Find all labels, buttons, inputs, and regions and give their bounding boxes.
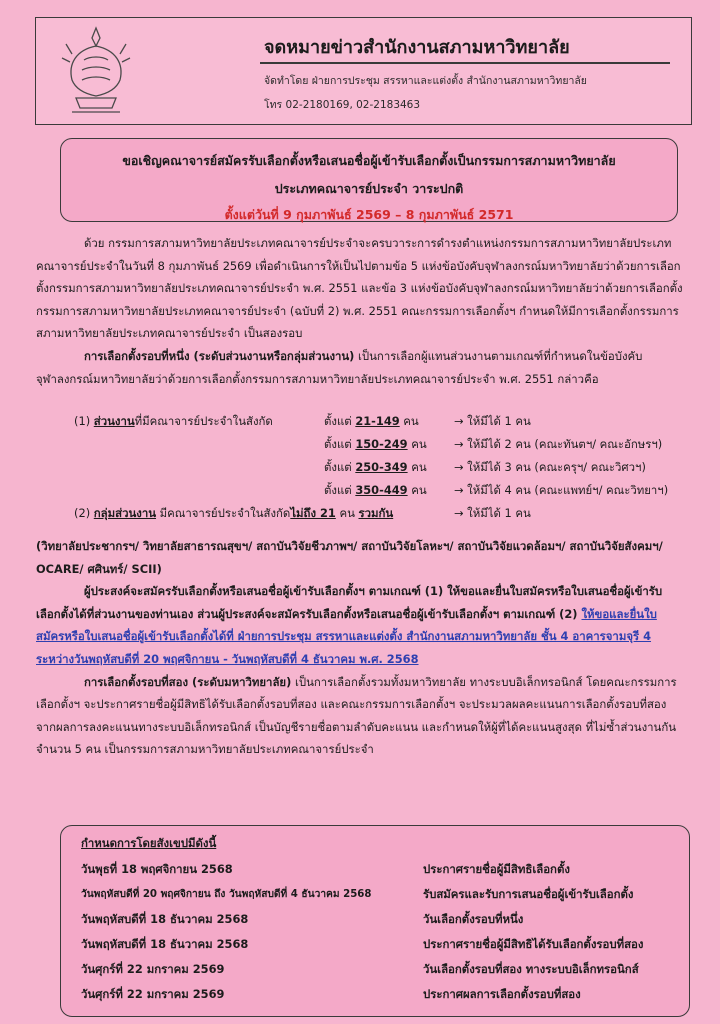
schedule-title: กำหนดการโดยสังเขปมีดังนี้ <box>81 836 217 850</box>
schedule-date-2: วันพฤหัสบดีที่ 20 พฤศจิกายน ถึง วันพฤหัสบดีที่ 4 ธันวาคม 2568 <box>81 889 372 900</box>
schedule-date-4: วันพฤหัสบดีที่ 18 ธันวาคม 2568 <box>81 937 249 951</box>
apply-and-round2 <box>36 535 684 761</box>
phone-numbers: โทร 02-2180169, 02-2183463 <box>264 99 421 111</box>
quota-result-2: → ให้มีได้ 2 คน (คณะทันตฯ/ คณะอักษรฯ) <box>454 437 663 451</box>
round2-text: เป็นการเลือกตั้งรวมทั้งมหาวิทยาลัย ทางระบบอิเล็กทรอนิกส์ โดยคณะกรรมการเลือกตั้งฯ จะประกาศรายชื่อผู้มีสิทธิได้รับเลือกตั้งรอบที่สอง และคณะกรรมการเลือกตั้งฯ จะประมวลผลคะแนนการเลือกตั้งรอบที่สองจากผลการลงคะแนนทางระบบอิเล็กทรอนิกส์ เป็นบัญชีรายชื่อตามลำดับคะแนน และกำหนดให้ผู้ที่ได้คะแนนสูงสุด ที่ไม่ซ้ำส่วนงานกัน จำนวน 5 คน เป็นกรรมการสภามหาวิทยาลัยประเภทคณาจารย์ประจำ <box>36 674 677 757</box>
round1-text: เป็นการเลือกผู้แทนส่วนงานตามเกณฑ์ที่กำหนดในข้อบังคับจุฬาลงกรณ์มหาวิทยาลัยว่าด้วยการเลือกตั้งกรรมการสภามหาวิทยาลัยประเภทคณาจารย์ประจำ พ.ศ. 2551 กล่าวคือ <box>36 348 643 386</box>
quota-range-2: ตั้งแต่ 150-249 คน <box>324 437 427 451</box>
prepared-by: จัดทำโดย ฝ่ายการประชุม สรรหาและแต่งตั้ง สำนักงานสภามหาวิทยาลัย <box>264 75 587 87</box>
quota-result-3: → ให้มีได้ 3 คน (คณะครุฯ/ คณะวิศวฯ) <box>454 460 646 474</box>
term-period: ตั้งแต่วันที่ 9 กุมภาพันธ์ 2569 – 8 กุมภาพันธ์ 2571 <box>224 207 514 222</box>
invitation-line-2: ประเภทคณาจารย์ประจำ วาระปกติ <box>274 181 464 196</box>
quota-table <box>36 413 696 553</box>
quota-range-4: ตั้งแต่ 350-449 คน <box>324 483 427 497</box>
main-body <box>36 232 684 390</box>
schedule-date-3: วันพฤหัสบดีที่ 18 ธันวาคม 2568 <box>81 912 249 926</box>
schedule-box <box>60 825 690 1017</box>
newsletter-title: จดหมายข่าวสำนักงานสภามหาวิทยาลัย <box>264 37 570 58</box>
schedule-date-6: วันศุกร์ที่ 22 มกราคม 2569 <box>81 987 225 1001</box>
quota-result-4: → ให้มีได้ 4 คน (คณะแพทย์ฯ/ คณะวิทยาฯ) <box>454 483 669 497</box>
invitation-line-1: ขอเชิญคณาจารย์สมัครรับเลือกตั้งหรือเสนอชื่อผู้เข้ารับเลือกตั้งเป็นกรรมการสภามหาวิทยาลัย <box>122 153 616 168</box>
round2-paragraph <box>36 671 684 761</box>
schedule-event-3: วันเลือกตั้งรอบที่หนึ่ง <box>423 912 524 926</box>
round1-heading: การเลือกตั้งรอบที่หนึ่ง (ระดับส่วนงานหรือกลุ่มส่วนงาน) <box>84 348 355 363</box>
round1-paragraph <box>36 345 684 390</box>
schedule-event-6: ประกาศผลการเลือกตั้งรอบที่สอง <box>423 987 581 1001</box>
schedule-event-1: ประกาศรายชื่อผู้มีสิทธิเลือกตั้ง <box>423 862 570 876</box>
group-result: → ให้มีได้ 1 คน <box>454 506 531 520</box>
schedule-event-2: รับสมัครและรับการเสนอชื่อผู้เข้ารับเลือกตั้ง <box>423 887 634 901</box>
quota-range-3: ตั้งแต่ 250-349 คน <box>324 460 427 474</box>
schedule-date-1: วันพุธที่ 18 พฤศจิกายน 2568 <box>81 862 233 876</box>
schedule-event-5: วันเลือกตั้งรอบที่สอง ทางระบบอิเล็กทรอนิกส์ <box>423 962 639 976</box>
university-emblem-icon <box>56 24 136 118</box>
apply-paragraph: ผู้ประสงค์จะสมัครรับเลือกตั้งหรือเสนอชื่อผู้เข้ารับเลือกตั้งฯ ตามเกณฑ์ (1) ให้ขอและยื่นใบสมัครหรือใบเสนอชื่อผู้เข้ารับเลือกตั้งได้ที่ส่วนงานของท่านเอง ส่วนผู้ประสงค์จะสมัครรับเลือกตั้งหรือเสนอชื่อผู้เข้ารับเลือกตั้งฯ ตามเกณฑ์ (2) ให้ขอและยื่นใบสมัครหรือใบเสนอชื่อผู้เข้ารับเลือกตั้งได้ที่ ฝ่ายการประชุม สรรหาและแต่งตั้ง สำนักงานสภามหาวิทยาลัย ชั้น 4 อาคารจามจุรี 4 ระหว่างวันพฤหัสบดีที่ 20 พฤศจิกายน - วันพฤหัสบดีที่ 4 ธันวาคม พ.ศ. 2568 <box>36 584 663 666</box>
schedule-date-5: วันศุกร์ที่ 22 มกราคม 2569 <box>81 962 225 976</box>
apply-location-link[interactable]: ให้ขอและยื่นใบสมัครหรือใบเสนอชื่อผู้เข้ารับเลือกตั้งได้ที่ ฝ่ายการประชุม สรรหาและแต่งตั้ง สำนักงานสภามหาวิทยาลัย ชั้น 4 อาคารจามจุรี 4 ระหว่างวันพฤหัสบดีที่ 20 พฤศจิกายน - วันพฤหัสบดีที่ 4 ธันวาคม พ.ศ. 2568 <box>36 606 657 666</box>
round2-heading: การเลือกตั้งรอบที่สอง (ระดับมหาวิทยาลัย) <box>84 674 292 689</box>
invitation-box <box>60 138 678 222</box>
group-members: (วิทยาลัยประชากรฯ/ วิทยาลัยสาธารณสุขฯ/ สถาบันวิจัยชีวภาพฯ/ สถาบันวิจัยโลหะฯ/ สถาบันวิจัยแวดล้อมฯ/ สถาบันวิจัยสังคมฯ/ OCARE/ ศศินทร์/ SCII) <box>36 539 663 576</box>
quota-range-1: ตั้งแต่ 21-149 คน <box>324 414 419 428</box>
quota-result-1: → ให้มีได้ 1 คน <box>454 414 531 428</box>
unit-label: (1) ส่วนงานที่มีคณาจารย์ประจำในสังกัด <box>74 414 273 428</box>
intro-paragraph: ด้วย กรรมการสภามหาวิทยาลัยประเภทคณาจารย์ประจำจะครบวาระการดำรงตำแหน่งกรรมการสภามหาวิทยาลัยประเภทคณาจารย์ประจำในวันที่ 8 กุมภาพันธ์ 2569 เพื่อดำเนินการให้เป็นไปตามข้อ 5 แห่งข้อบังคับจุฬาลงกรณ์มหาวิทยาลัยว่าด้วยการเลือกตั้งกรรมการสภามหาวิทยาลัยประเภทคณาจารย์ประจำ พ.ศ. 2551 และข้อ 3 แห่งข้อบังคับจุฬาลงกรณ์มหาวิทยาลัยว่าด้วยการเลือกตั้งกรรมการสภามหาวิทยาลัยประเภทคณาจารย์ประจำ (ฉบับที่ 2) พ.ศ. 2551 คณะกรรมการเลือกตั้งฯ กำหนดให้มีการเลือกตั้งกรรมการสภามหาวิทยาลัยประเภทคณาจารย์ประจำ เป็นสองรอบ <box>36 236 683 341</box>
newsletter-header <box>35 17 692 125</box>
group-label: (2) กลุ่มส่วนงาน มีคณาจารย์ประจำในสังกัดไม่ถึง 21 คน รวมกัน <box>74 506 394 520</box>
header-divider <box>260 62 670 64</box>
schedule-event-4: ประกาศรายชื่อผู้มีสิทธิได้รับเลือกตั้งรอบที่สอง <box>423 937 644 951</box>
